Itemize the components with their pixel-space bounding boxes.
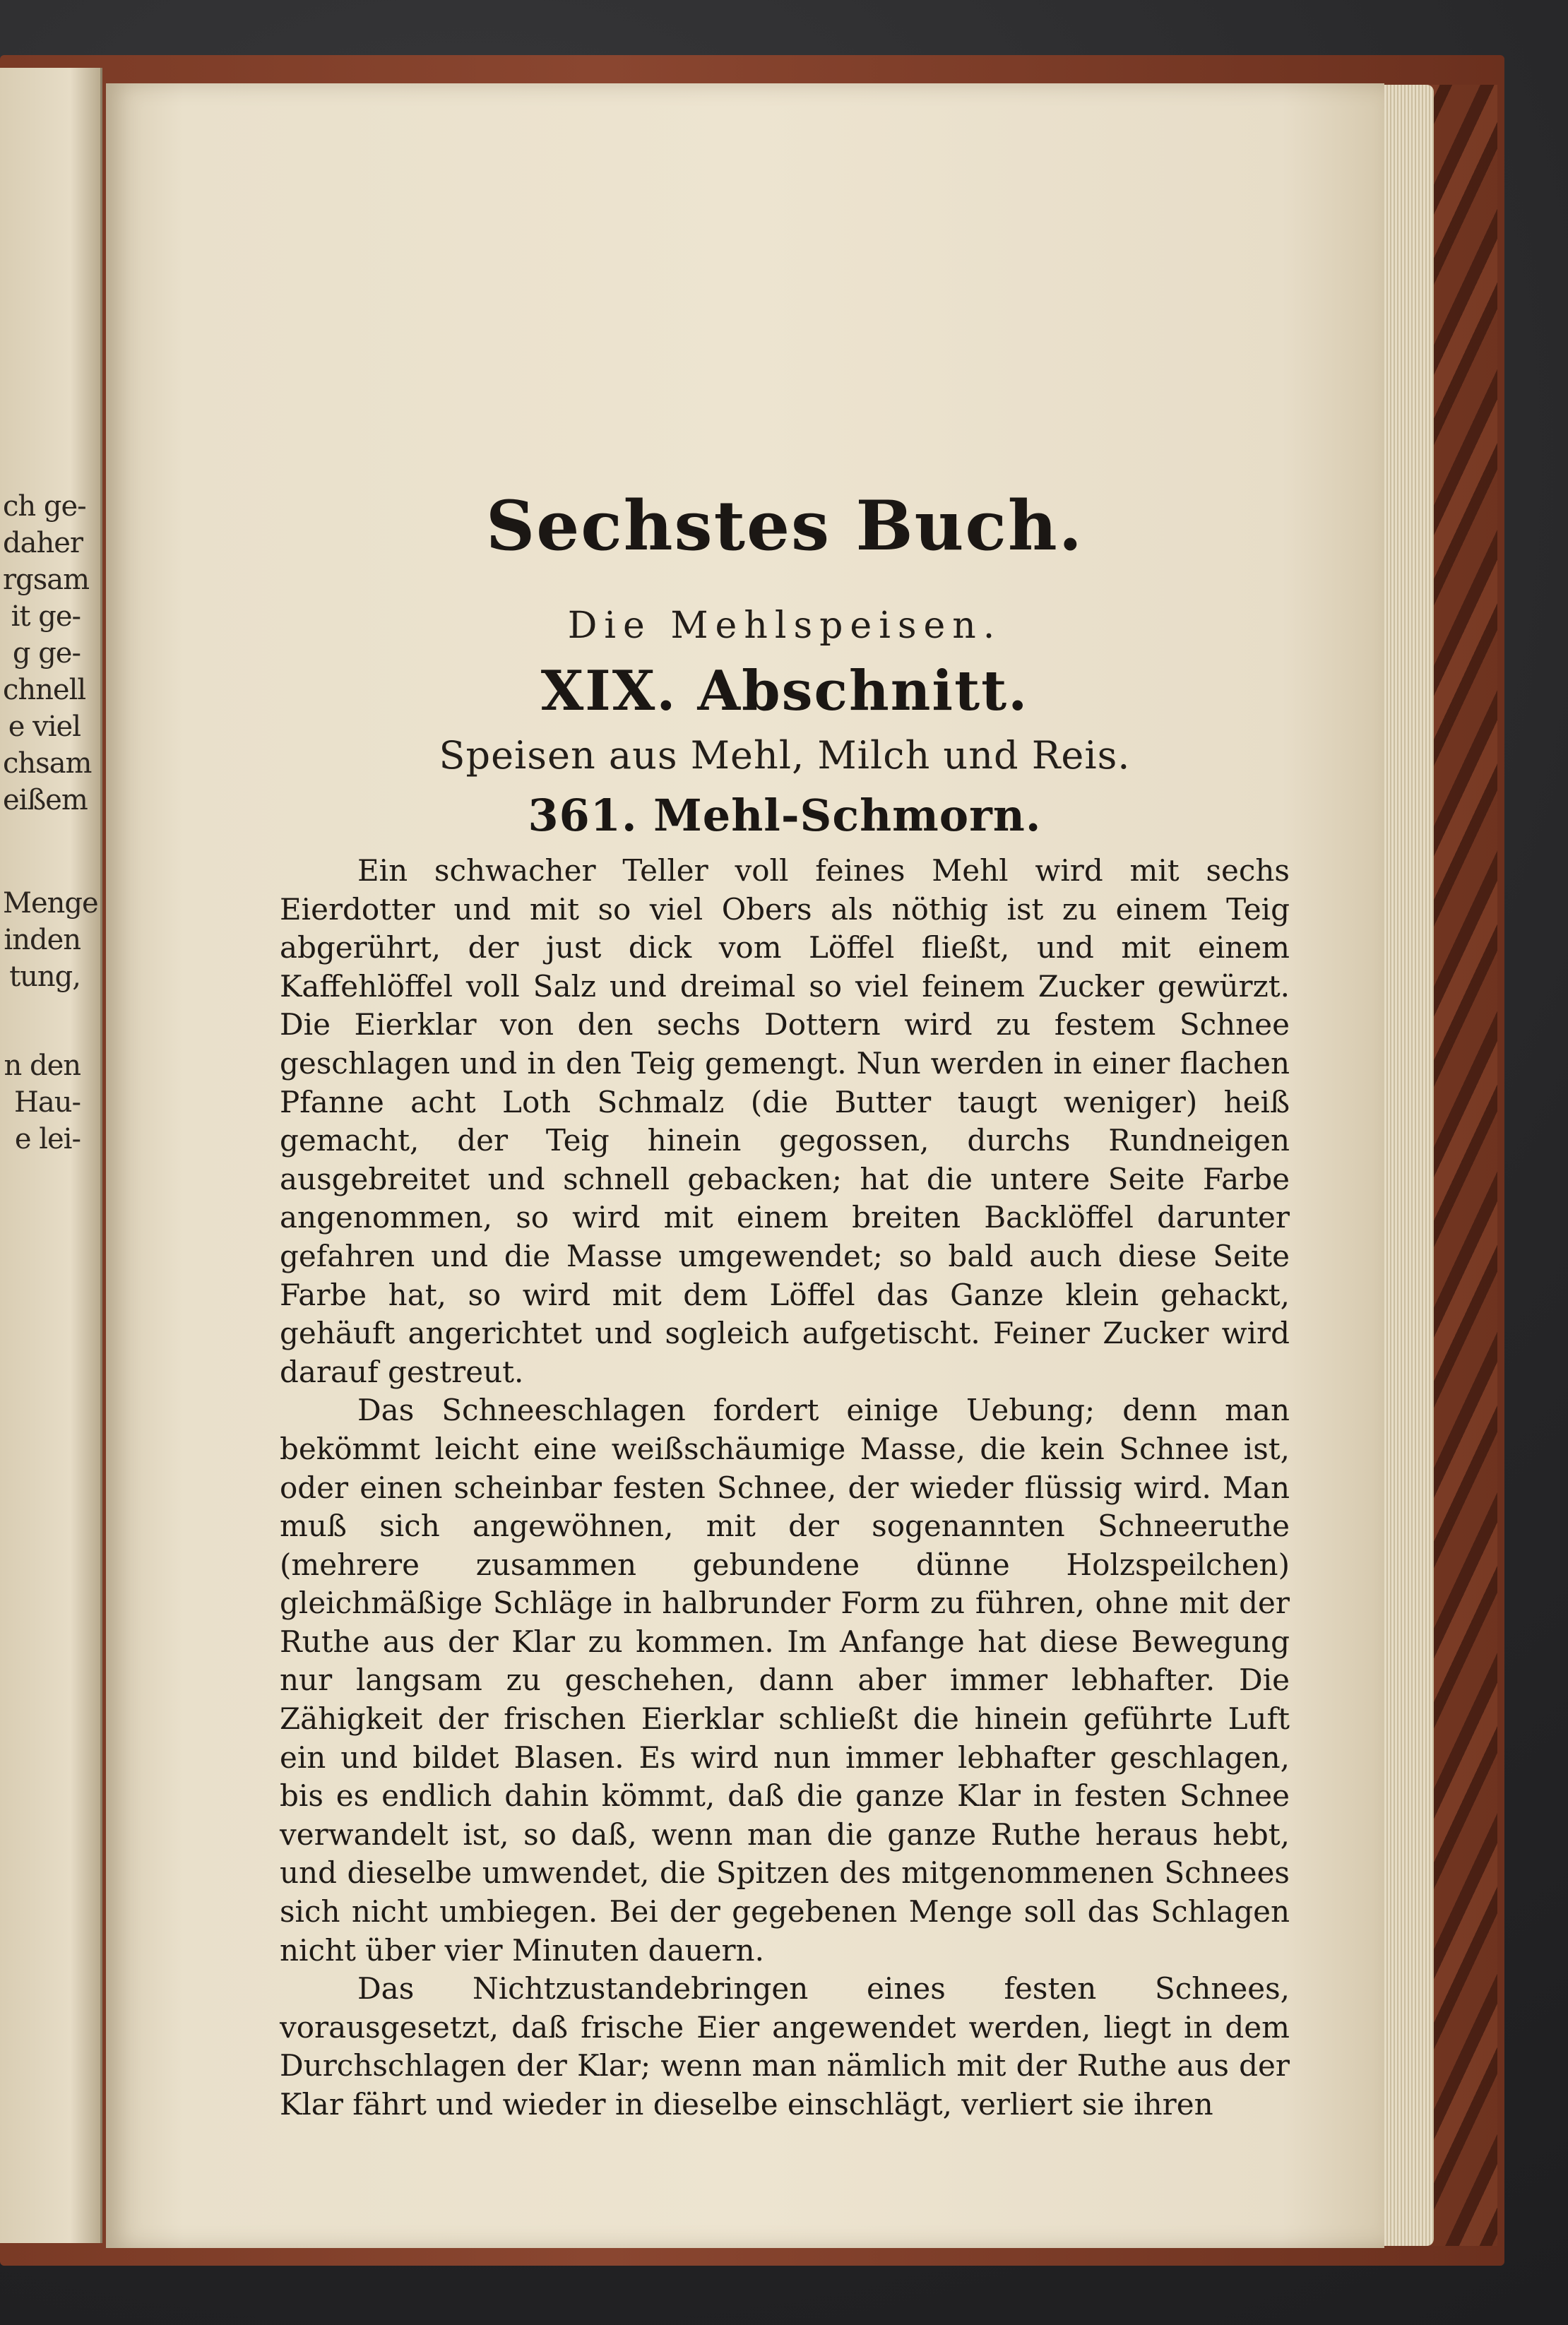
previous-page-edge	[0, 68, 102, 2243]
left-fragment: n den	[4, 1049, 81, 1082]
body-text	[280, 852, 1290, 2124]
left-fragment: Menge	[3, 887, 98, 920]
left-fragment: daher	[3, 527, 83, 559]
left-fragment: chnell	[3, 674, 86, 706]
left-fragment: ch ge-	[3, 490, 86, 523]
left-fragment: tung,	[9, 961, 81, 993]
left-fragment: chsam	[3, 747, 92, 780]
book-subtitle: Die Mehlspeisen.	[567, 605, 1002, 647]
left-fragment: rgsam	[3, 564, 90, 596]
left-fragment: e lei-	[14, 1123, 81, 1155]
left-fragment: it ge-	[11, 600, 81, 633]
left-fragment: eißem	[3, 784, 88, 816]
left-fragment: e viel	[8, 710, 81, 743]
paragraph: Das Nichtzustandebringen eines festen Schnees, vorausgesetzt, daß frische Eier angewendet werden, liegt in dem Durchschlagen der Klar; wenn man nämlich mit der Ruthe aus der Klar fährt und wieder in dieselbe einschlägt, verliert sie ihren	[280, 1971, 1290, 2122]
section-heading: XIX. Abschnitt.	[540, 659, 1029, 723]
left-fragment: Hau-	[13, 1086, 81, 1119]
book-page	[106, 83, 1384, 2248]
paragraph: Ein schwacher Teller voll feines Mehl wird mit sechs Eierdotter und mit so viel Obers als nöthig ist zu einem Teig abgerührt, der just dick vom Löffel fließt, und mit einem Kaffehlöffel voll Salz und dreimal so viel feinem Zucker gewürzt. Die Eierklar von den sechs Dottern wird zu festem Schnee geschlagen und in den Teig gemengt. Nun werden in einer flachen Pfanne acht Loth Schmalz (die Butter taugt weniger) heiß gemacht, der Teig hinein gegossen, durchs Rundneigen ausgebreitet und schnell gebacken; hat die untere Seite Farbe angenommen, so wird mit einem breiten Backlöffel darunter gefahren und die Masse umgewendet; so bald auch diese Seite Farbe hat, so wird mit dem Löffel das Ganze klein gehackt, gehäuft angerichtet und sogleich aufgetischt. Feiner Zucker wird darauf gestreut.	[280, 853, 1290, 1389]
recipe-title: 361. Mehl-Schmorn.	[528, 790, 1042, 841]
left-fragment: g ge-	[12, 637, 81, 670]
left-fragment: inden	[4, 924, 81, 956]
section-subheading: Speisen aus Mehl, Milch und Reis.	[439, 733, 1131, 778]
book-title: Sechstes Buch.	[485, 486, 1084, 566]
paragraph: Das Schneeschlagen fordert einige Uebung; denn man bekömmt leicht eine weißschäumige Masse, die kein Schnee ist, oder einen scheinbar festen Schnee, der wieder flüssig wird. Man muß sich angewöhnen, mit der sogenannten Schneeruthe (mehrere zusammen gebundene dünne Holzspeilchen) gleichmäßige Schläge in halbrunder Form zu führen, ohne mit der Ruthe aus der Klar zu kommen. Im Anfange hat diese Bewegung nur langsam zu geschehen, dann aber immer lebhafter. Die Zähigkeit der frischen Eierklar schließt die hinein geführte Luft ein und bildet Blasen. Es wird nun immer lebhafter geschlagen, bis es endlich dahin kömmt, daß die ganze Klar in festen Schnee verwandelt ist, so daß, wenn man die ganze Ruthe heraus hebt, und dieselbe umwendet, die Spitzen des mitgenommenen Schnees sich nicht umbiegen. Bei der gegebenen Menge soll das Schlagen nicht über vier Minuten dauern.	[280, 1393, 1290, 1968]
